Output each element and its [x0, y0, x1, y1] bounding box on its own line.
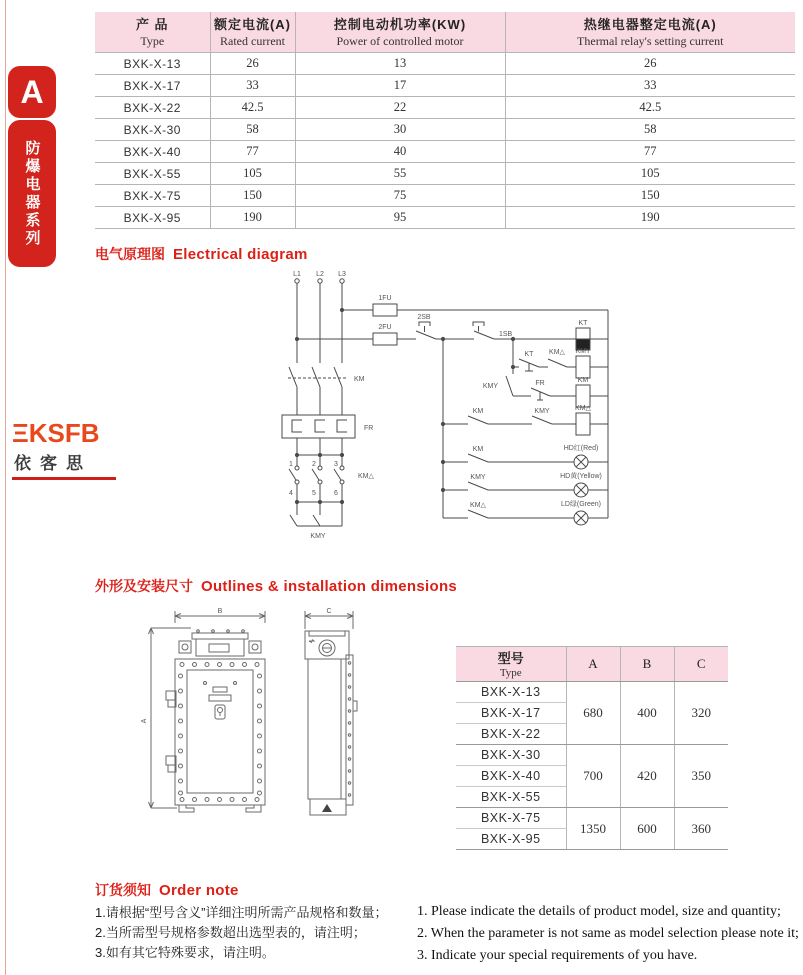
spec-header-current: [210, 12, 295, 53]
header-cn: 热继电器整定电流(A): [583, 17, 717, 32]
front-bolts: [179, 663, 262, 802]
spec-cell: 17: [295, 75, 505, 97]
spec-cell: 55: [295, 163, 505, 185]
spec-cell: 42.5: [210, 97, 295, 119]
spec-cell: 105: [210, 163, 295, 185]
order-note-en-item: 1. Please indicate the details of product model, size and quantity;: [417, 904, 781, 919]
dim-header-c: C: [674, 647, 728, 682]
header-en: Type: [140, 34, 165, 48]
label-kmd-contact: KM△: [470, 502, 486, 509]
spec-cell: 30: [295, 119, 505, 141]
order-note-cn-item: 1.请根据“型号含义”详细注明所需产品规格和数量；: [95, 905, 388, 920]
label-kmd-coil: KM△: [575, 405, 591, 412]
section-title-cn: 订货须知: [95, 882, 151, 898]
label-km-contact: KM: [472, 408, 484, 415]
header-en: Rated current: [220, 34, 285, 48]
dimension-labels: [141, 608, 332, 723]
spec-cell: 58: [505, 119, 795, 141]
dim-a-cell: 1350: [566, 808, 620, 850]
spec-cell: BXK-X-95: [95, 207, 210, 229]
spec-header-type: [95, 12, 210, 53]
spec-row: [95, 75, 795, 97]
dim-row: [456, 682, 728, 703]
dim-b-cell: 600: [620, 808, 674, 850]
label-fr-contact: FR: [535, 380, 545, 387]
side-view: [305, 611, 357, 815]
label-red-lamp: HD红(Red): [563, 445, 599, 452]
label-1fu: 1FU: [378, 295, 392, 302]
dim-type-cell: BXK-X-17: [456, 703, 566, 724]
spec-row: [95, 119, 795, 141]
electrical-diagram: [268, 268, 628, 563]
spec-cell: 13: [295, 53, 505, 75]
label-kt-contact: KT: [524, 351, 534, 358]
dim-type-cell: BXK-X-13: [456, 682, 566, 703]
dim-header-b: B: [620, 647, 674, 682]
label-terminal-5: 5: [312, 490, 316, 497]
order-note-en-item: 2. When the parameter is not same as model selection please note it;: [417, 926, 799, 941]
label-kmy-contact: KMY: [482, 383, 498, 390]
dim-type-cell: BXK-X-22: [456, 724, 566, 745]
series-badge: [8, 120, 56, 267]
power-circuit: [282, 279, 355, 526]
dimension-table: [456, 646, 728, 850]
dim-type-cell: BXK-X-40: [456, 766, 566, 787]
spec-row: [95, 53, 795, 75]
header-cn: 型号: [497, 651, 524, 666]
spec-cell: 95: [295, 207, 505, 229]
header-en: Type: [499, 667, 522, 679]
header-en: Power of controlled motor: [336, 34, 464, 48]
spec-row: [95, 97, 795, 119]
spec-table: [95, 12, 795, 229]
brand-logo-mark: Ξ: [12, 418, 29, 448]
dim-type-cell: BXK-X-95: [456, 829, 566, 850]
spec-cell: BXK-X-22: [95, 97, 210, 119]
header-en: Thermal relay's setting current: [577, 34, 724, 48]
dim-a-label: A: [141, 718, 148, 724]
label-2sb: 2SB: [417, 314, 431, 321]
section-title-en: Outlines & installation dimensions: [201, 578, 458, 595]
dim-a-cell: 680: [566, 682, 620, 745]
brand-logo-text: [12, 420, 116, 446]
label-km-coil: KM: [577, 377, 589, 384]
diagram-text-labels: [289, 271, 602, 540]
dim-b-label: B: [217, 608, 223, 615]
order-note-en-item: 3. Indicate your special requirements of you have.: [417, 948, 698, 963]
label-terminal-1: 1: [289, 461, 293, 468]
dim-c-cell: 360: [674, 808, 728, 850]
spec-cell: 75: [295, 185, 505, 207]
dim-c-cell: 320: [674, 682, 728, 745]
outline-drawing: [135, 603, 370, 823]
spec-cell: 42.5: [505, 97, 795, 119]
front-view: [149, 611, 266, 812]
label-kmy-contact: KMY: [470, 474, 486, 481]
order-note-en-list: [417, 901, 799, 967]
label-l1: L1: [293, 271, 301, 278]
page-edge-line: [5, 0, 6, 975]
dim-c-cell: 350: [674, 745, 728, 808]
dim-type-cell: BXK-X-75: [456, 808, 566, 829]
dim-row: [456, 808, 728, 829]
brand-logo-cn: 依客思: [12, 447, 116, 480]
dim-c-label: C: [326, 608, 332, 615]
label-l3: L3: [338, 271, 346, 278]
series-badge-label: 防爆电器系列: [23, 139, 41, 248]
order-note-cn-item: 2.当所需型号规格参数超出选型表的，请注明；: [95, 925, 366, 940]
section-title-outline: [95, 576, 457, 596]
header-cn: 控制电动机功率(KW): [333, 17, 467, 32]
label-kmd-power: KM△: [358, 473, 374, 480]
label-kmy-power: KMY: [310, 533, 326, 540]
spec-cell: BXK-X-75: [95, 185, 210, 207]
spec-cell: 26: [210, 53, 295, 75]
spec-cell: BXK-X-30: [95, 119, 210, 141]
label-terminal-2: 2: [312, 461, 316, 468]
dim-b-cell: 420: [620, 745, 674, 808]
label-terminal-6: 6: [334, 490, 338, 497]
spec-cell: 77: [505, 141, 795, 163]
spec-row: [95, 163, 795, 185]
spec-cell: BXK-X-17: [95, 75, 210, 97]
spec-cell: BXK-X-13: [95, 53, 210, 75]
spec-row: [95, 185, 795, 207]
label-km-power: KM: [354, 376, 365, 383]
spec-cell: 33: [210, 75, 295, 97]
spec-cell: 190: [210, 207, 295, 229]
label-terminal-4: 4: [289, 490, 293, 497]
brand-logo-name: KSFB: [28, 418, 100, 448]
spec-cell: 77: [210, 141, 295, 163]
dim-type-cell: BXK-X-30: [456, 745, 566, 766]
spec-cell: BXK-X-40: [95, 141, 210, 163]
label-kmy-coil: KMY: [575, 348, 591, 355]
spec-cell: 26: [505, 53, 795, 75]
spec-cell: 190: [505, 207, 795, 229]
order-note-cn-list: [95, 903, 388, 963]
section-title-order: [95, 880, 239, 900]
section-title-cn: 外形及安装尺寸: [95, 578, 193, 594]
order-note-cn-item: 3.如有其它特殊要求，请注明。: [95, 945, 275, 960]
dim-b-cell: 400: [620, 682, 674, 745]
dim-header-row: [456, 647, 728, 682]
spec-cell: 40: [295, 141, 505, 163]
label-km-contact: KM: [472, 446, 484, 453]
spec-cell: BXK-X-55: [95, 163, 210, 185]
label-fr-power: FR: [364, 425, 374, 432]
spec-header-power: [295, 12, 505, 53]
spec-header-row: [95, 12, 795, 53]
dim-a-cell: 700: [566, 745, 620, 808]
label-kmy-contact: KMY: [534, 408, 550, 415]
spec-row: [95, 207, 795, 229]
spec-header-thermal: [505, 12, 795, 53]
label-2fu: 2FU: [378, 324, 392, 331]
section-letter-badge: A: [8, 66, 56, 118]
dim-type-cell: BXK-X-55: [456, 787, 566, 808]
spec-row: [95, 141, 795, 163]
label-terminal-3: 3: [334, 461, 338, 468]
header-cn: 产 品: [135, 17, 169, 32]
section-title-en: Order note: [159, 882, 239, 899]
label-kmd-contact: KM△: [549, 349, 565, 356]
spec-cell: 105: [505, 163, 795, 185]
dim-row: [456, 745, 728, 766]
dim-header-a: A: [566, 647, 620, 682]
spec-cell: 58: [210, 119, 295, 141]
brand-logo: [12, 420, 116, 480]
header-cn: 额定电流(A): [213, 17, 292, 32]
section-title-cn: 电气原理图: [95, 246, 165, 262]
label-1sb: 1SB: [499, 331, 513, 338]
section-title-en: Electrical diagram: [173, 246, 308, 263]
label-green-lamp: LD绿(Green): [560, 501, 602, 508]
spec-cell: 150: [210, 185, 295, 207]
section-title-diagram: [95, 244, 308, 264]
dim-header-type: [456, 647, 566, 682]
spec-cell: 150: [505, 185, 795, 207]
spec-cell: 33: [505, 75, 795, 97]
label-yellow-lamp: HD黄(Yellow): [560, 473, 602, 480]
spec-cell: 22: [295, 97, 505, 119]
label-l2: L2: [316, 271, 324, 278]
label-kt-coil: KT: [578, 320, 588, 327]
